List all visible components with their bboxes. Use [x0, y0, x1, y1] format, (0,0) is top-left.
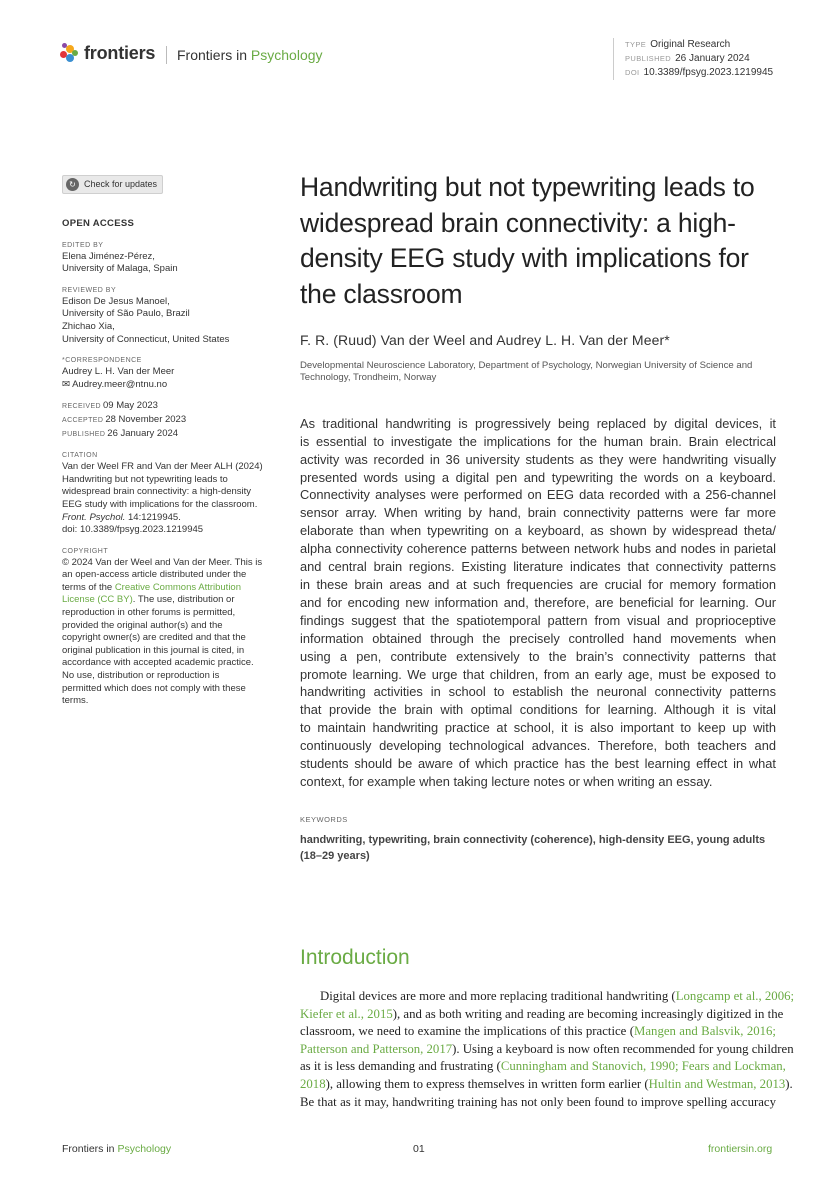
received-date: 09 May 2023	[103, 400, 158, 412]
footer-journal	[62, 1143, 171, 1155]
copyright-line: provided the original author(s) and the	[62, 619, 223, 631]
reviewed-by-label: REVIEWED BY	[62, 286, 117, 294]
dates-block	[62, 400, 282, 441]
copyright-line: No use, distribution or reproduction is	[62, 670, 220, 682]
editor-line: University of Malaga, Spain	[62, 263, 178, 275]
citation-link[interactable]: Patterson and Patterson, 2017	[300, 1041, 453, 1056]
abstract-line: context, for example when taking lecture notes or when writing an essay.	[300, 773, 713, 789]
abstract-line: promote learning. We urge that children, from an early age, must be exposed to	[300, 666, 776, 682]
abstract-line: using a pen, contribute extensively to the brain’s connectivity patterns that	[300, 648, 776, 664]
keywords: handwriting, typewriting, brain connectivity (coherence), high-density EEG, young adults (18–29 years)	[300, 833, 766, 862]
article-meta	[613, 38, 773, 80]
journal-name[interactable]	[166, 46, 323, 64]
copyright-line: reproduction in other forums is permitted,	[62, 607, 236, 619]
abstract-line: continuously developing technological advances. Therefore, both teachers and	[300, 738, 776, 754]
intro-line	[300, 1006, 784, 1024]
abstract-line: alpha connectivity coherence patterns between network hubs and nodes in parietal	[300, 541, 776, 557]
copyright-line: an open-access article distributed under the	[62, 569, 247, 581]
abstract-line: handwriting activities in school to establish the neuronal connectivity patterns	[300, 684, 776, 700]
citation-journal-line	[62, 512, 282, 525]
edited-by-label: EDITED BY	[62, 241, 104, 249]
abstract-line: in these brain areas and at such frequencies are crucial for memory formation	[300, 576, 776, 592]
copyright-line: accordance with accepted academic practice.	[62, 657, 254, 669]
check-for-updates-button[interactable]	[62, 175, 163, 194]
introduction-body	[300, 988, 795, 1111]
journal-field: Psychology	[250, 47, 323, 63]
reviewer-line: University of Connecticut, United States	[62, 333, 230, 345]
open-access-label: OPEN ACCESS	[62, 218, 135, 229]
copyright-line	[62, 582, 282, 595]
meta-type-value: Original Research	[650, 39, 731, 50]
meta-published	[625, 52, 773, 66]
correspondence-name: Audrey L. H. Van der Meer	[62, 366, 175, 378]
page-number: 01	[413, 1143, 425, 1155]
citation-volume: 14:1219945.	[125, 511, 181, 523]
accepted-row	[62, 414, 282, 428]
abstract-line: information obtained through the precisely controlled hand movements when	[300, 630, 776, 646]
correspondence-email-row[interactable]	[62, 379, 282, 392]
citation-link[interactable]: Kiefer et al., 2015	[300, 1006, 393, 1021]
accepted-label: ACCEPTED	[62, 416, 104, 424]
refresh-icon: ↻	[66, 178, 79, 191]
copyright-line: permitted which does not comply with these	[62, 682, 246, 694]
intro-text: ).	[785, 1076, 793, 1091]
intro-line	[300, 1023, 776, 1041]
intro-text: Digital devices are more and more replacing traditional handwriting (	[320, 989, 676, 1003]
citation-link[interactable]: Cunningham and Stanovich, 1990; Fears and Lockman,	[500, 1059, 786, 1074]
abstract-line: As traditional handwriting is progressively being replaced by digital devices, it	[300, 415, 776, 431]
abstract-line: activity was recorded in 36 university students as they were handwriting visually	[300, 451, 776, 467]
frontiers-logo[interactable]	[60, 42, 155, 64]
intro-text: as it is less demanding and frustrating (	[300, 1059, 501, 1074]
author-affiliation: Developmental Neuroscience Laboratory, Department of Psychology, Norwegian University of Science and Technology, Trondheim, Norway	[300, 360, 753, 384]
copyright-line: copyright owner(s) are credited and that the	[62, 632, 246, 644]
received-row	[62, 400, 282, 414]
abstract-line: findings suggest that the spatiotemporal pattern from visual and proprioceptive	[300, 612, 776, 628]
intro-text: ), and as both writing and reading are becoming increasingly digitized in the	[392, 1006, 784, 1021]
reviewer-line: Edison De Jesus Manoel,	[62, 295, 170, 307]
main-column	[300, 170, 776, 864]
brand-name: frontiers	[84, 42, 156, 63]
citation-line: Van der Weel FR and Van der Meer ALH (2024)	[62, 461, 263, 473]
meta-doi-value[interactable]: 10.3389/fpsyg.2023.1219945	[643, 67, 774, 78]
intro-text: classroom, we need to examine the implications of this practice (	[300, 1024, 634, 1039]
abstract-line: sensor array. When writing by hand, brain connectivity patterns were far more	[300, 505, 776, 521]
journal-prefix: Frontiers in	[177, 47, 251, 63]
copyright-line: terms.	[62, 695, 89, 707]
check-updates-label: Check for updates	[84, 179, 158, 190]
intro-line	[300, 1076, 793, 1094]
correspondence-label: *CORRESPONDENCE	[62, 357, 142, 365]
accepted-date: 28 November 2023	[105, 413, 187, 425]
abstract-line: to maintain handwriting practice at school, it is also important to keep up with	[300, 720, 776, 736]
intro-text: ). Using a keyboard is now often recommended for young children	[452, 1041, 794, 1056]
citation-label: CITATION	[62, 452, 98, 460]
intro-text: ), allowing them to express themselves in written form earlier (	[325, 1076, 649, 1091]
article-title: Handwriting but not typewriting leads to widespread brain connectivity: a high-density EEG study with implications for the classroom	[300, 172, 755, 309]
abstract-line: students should be aware of which practice has the best learning effect in what	[300, 756, 776, 772]
footer-journal-field: Psychology	[117, 1143, 172, 1155]
abstract-line: presented words using a digital pen and typewriting the words on a keyboard.	[300, 469, 776, 485]
copyright-label: COPYRIGHT	[62, 547, 109, 555]
sidebar	[62, 175, 282, 708]
footer-site-link[interactable]: frontiersin.org	[708, 1143, 773, 1155]
abstract-line: is essential to investigate the implications for the human brain. Brain electrical	[300, 433, 776, 449]
intro-line	[300, 988, 795, 1006]
copyright-line: © 2024 Van der Weel and Van der Meer. This is	[62, 556, 263, 568]
correspondence-email[interactable]: Audrey.meer@ntnu.no	[72, 378, 168, 390]
cc-license-link[interactable]: Creative Commons Attribution	[114, 581, 242, 593]
frontiers-logo-icon	[60, 42, 78, 64]
citation-line: widespread brain connectivity: a high-density	[62, 486, 252, 498]
published-date: 26 January 2024	[107, 427, 179, 439]
citation-line: EEG study with implications for the classroom.	[62, 498, 258, 510]
section-heading-introduction: Introduction	[300, 946, 410, 969]
copyright-line	[62, 594, 282, 607]
article-authors: F. R. (Ruud) Van der Weel and Audrey L. H. Van der Meer*	[300, 332, 670, 348]
copyright-terms-pre: terms of the	[62, 581, 115, 593]
envelope-icon: ✉	[62, 378, 73, 390]
footer-journal-prefix: Frontiers in	[62, 1143, 118, 1155]
abstract-line: and central brain regions. Existing literature indicates that connectivity patterns	[300, 559, 776, 575]
meta-doi-label: DOI	[625, 68, 640, 77]
copyright-line: original publication in this journal is cited, in	[62, 644, 245, 656]
intro-line	[300, 1058, 786, 1076]
meta-type-label: TYPE	[625, 40, 647, 49]
abstract-line: elaborate than when typewriting on a keyboard, as shown by widespread theta/	[300, 523, 776, 539]
received-label: RECEIVED	[62, 403, 101, 411]
reviewer-line: University of São Paulo, Brazil	[62, 308, 190, 320]
abstract-line: and for encoding new information and, therefore, are beneficial for learning. Our	[300, 594, 776, 610]
published-row	[62, 428, 282, 442]
meta-doi	[625, 66, 773, 80]
intro-text: Be that as it may, handwriting training has not only been found to improve spelling accuracy	[300, 1094, 776, 1109]
intro-line	[300, 1041, 794, 1059]
meta-type	[625, 38, 773, 52]
copyright-after-link: . The use, distribution or	[132, 594, 235, 606]
citation-link[interactable]: Hultin and Westman, 2013	[648, 1076, 786, 1091]
citation-link[interactable]: 2018	[300, 1076, 326, 1091]
abstract	[300, 415, 776, 791]
intro-line	[300, 1094, 776, 1112]
editor-line: Elena Jiménez-Pérez,	[62, 250, 155, 262]
published-label: PUBLISHED	[62, 430, 106, 438]
citation-journal: Front. Psychol.	[62, 511, 126, 523]
meta-published-value: 26 January 2024	[675, 53, 750, 64]
abstract-line: that provide the brain with optimal conditions for learning. Although it is vital	[300, 702, 776, 718]
reviewer-line: Zhichao Xia,	[62, 320, 115, 332]
abstract-line: Connectivity analyses were performed on EEG data recorded with a 256-channel	[300, 487, 776, 503]
citation-line: Handwriting but not typewriting leads to	[62, 473, 228, 485]
citation-link[interactable]: Longcamp et al., 2006;	[675, 989, 795, 1003]
meta-published-label: PUBLISHED	[625, 54, 672, 63]
cc-license-link[interactable]: License (CC BY)	[62, 594, 133, 606]
keywords-label: KEYWORDS	[300, 814, 348, 824]
citation-link[interactable]: Mangen and Balsvik, 2016;	[634, 1024, 776, 1039]
citation-doi[interactable]: doi: 10.3389/fpsyg.2023.1219945	[62, 524, 204, 536]
